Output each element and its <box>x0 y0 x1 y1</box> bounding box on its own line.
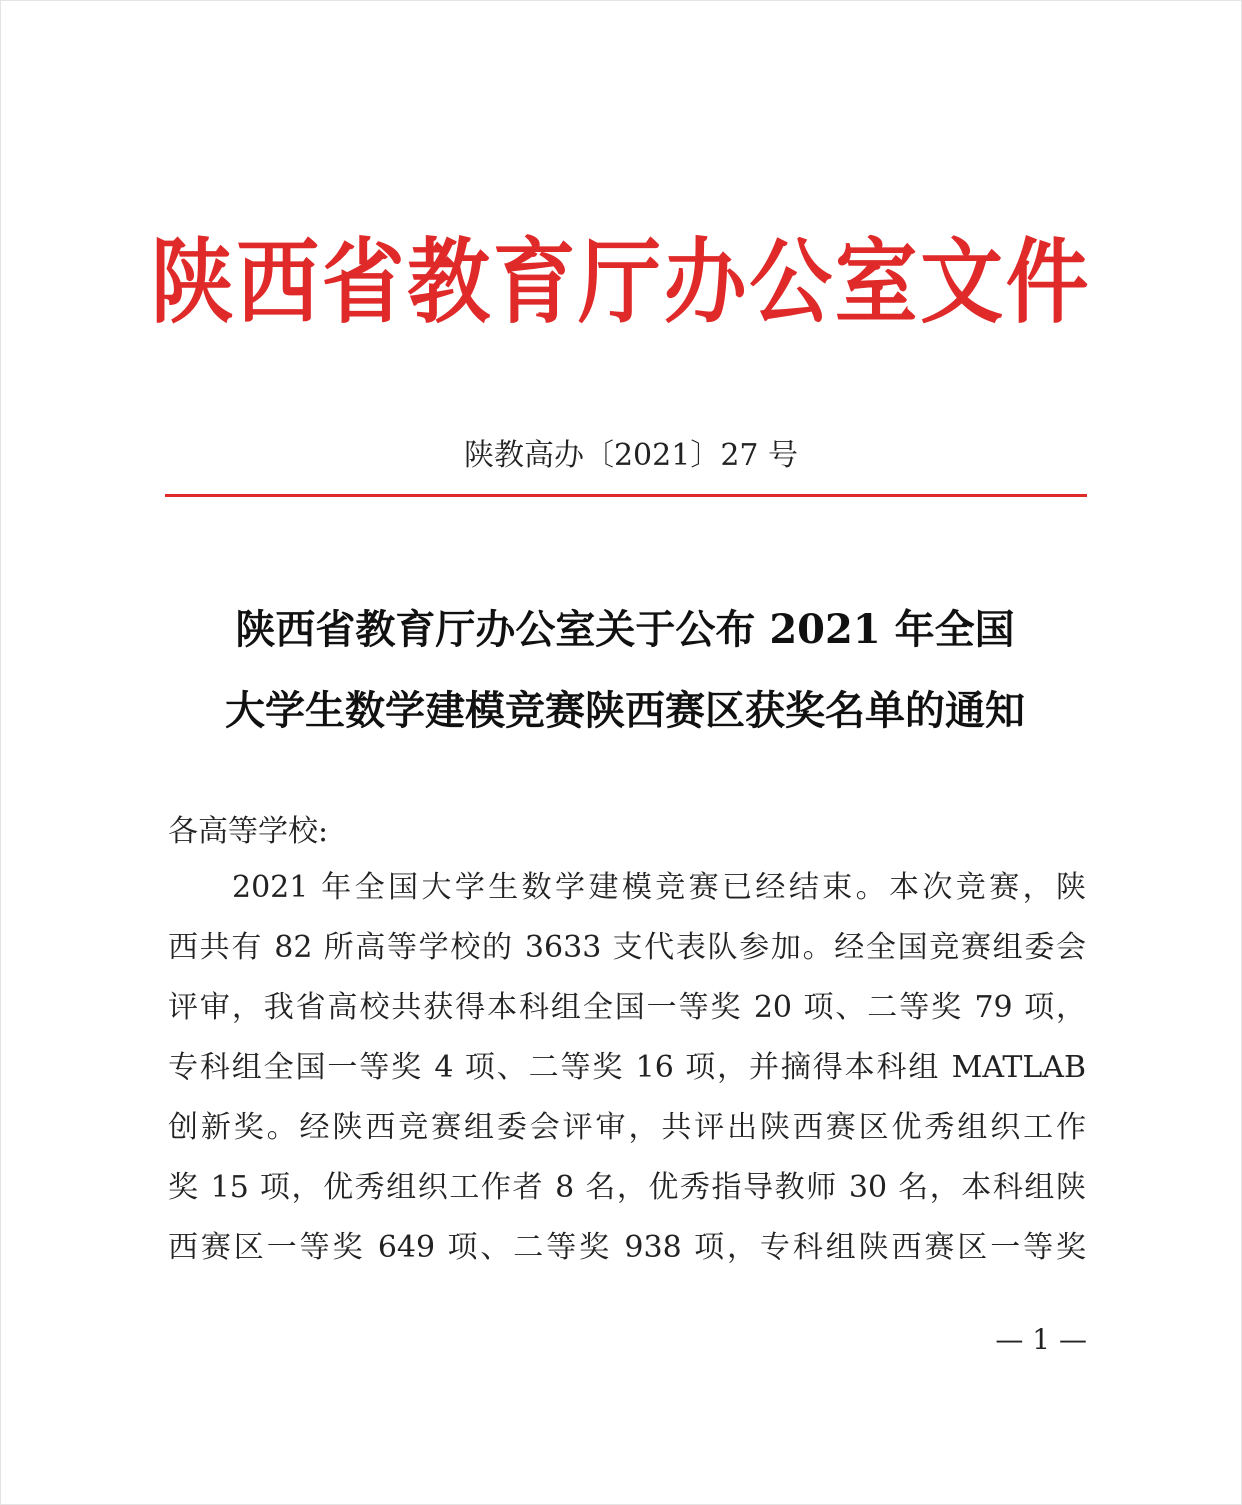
body-line: 评审，我省高校共获得本科组全国一等奖 20 项、二等奖 79 项， <box>168 990 1086 1025</box>
body-line: 奖 15 项，优秀组织工作者 8 名，优秀指导教师 30 名，本科组陕 <box>168 1170 1086 1205</box>
body-line: 2021 年全国大学生数学建模竞赛已经结束。本次竞赛，陕 <box>232 870 1086 905</box>
body-line: 专科组全国一等奖 4 项、二等奖 16 项，并摘得本科组 MATLAB <box>168 1050 1086 1085</box>
body-line: 西共有 82 所高等学校的 3633 支代表队参加。经全国竞赛组委会 <box>168 930 1086 965</box>
body-line: 西赛区一等奖 649 项、二等奖 938 项，专科组陕西赛区一等奖 <box>168 1230 1086 1265</box>
body-line: 创新奖。经陕西竞赛组委会评审，共评出陕西赛区优秀组织工作 <box>168 1110 1086 1145</box>
document-masthead: 陕西省教育厅办公室文件 <box>150 229 1092 336</box>
page-number: — 1 — <box>995 1323 1087 1356</box>
salutation: 各高等学校: <box>168 814 329 849</box>
document-number: 陕教高办〔2021〕27 号 <box>463 438 799 473</box>
notice-title-line-2: 大学生数学建模竞赛陕西赛区获奖名单的通知 <box>225 687 1025 734</box>
notice-title-line-1: 陕西省教育厅办公室关于公布 2021 年全国 <box>235 606 1015 653</box>
red-separator-line <box>165 494 1087 497</box>
